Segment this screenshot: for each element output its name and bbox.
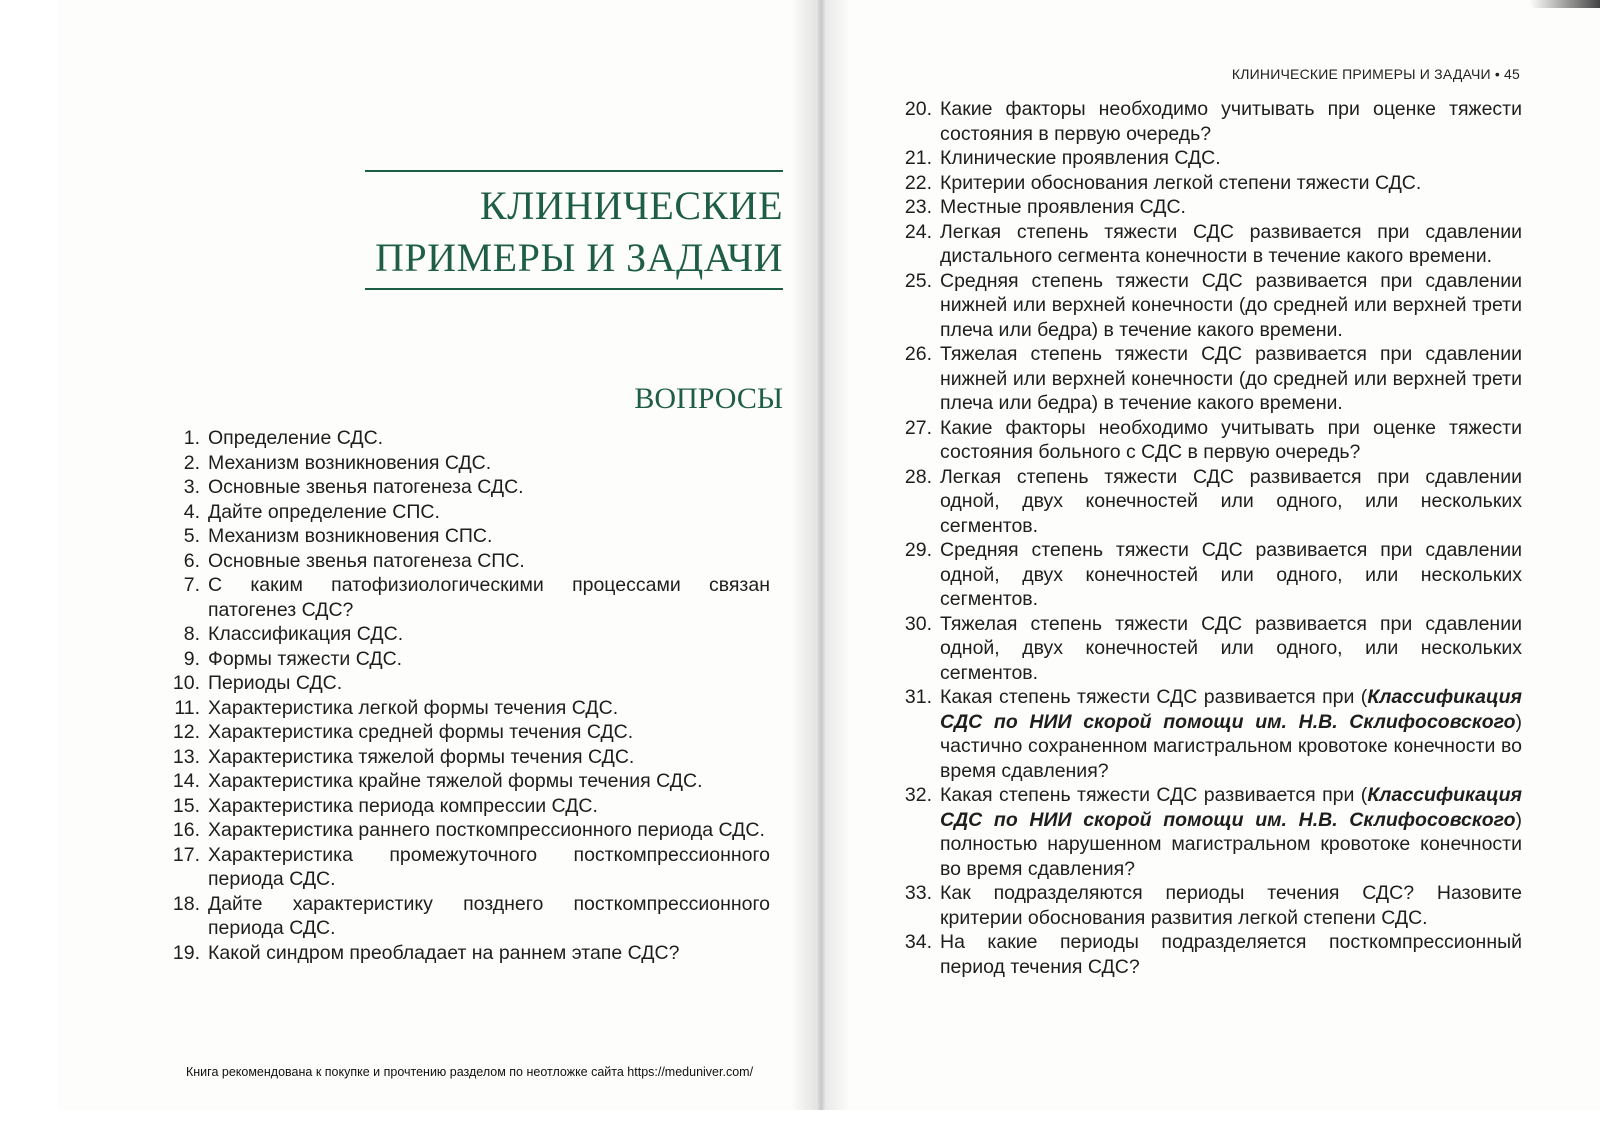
question-text: ) полностью нарушенном магистральном кровотоке конечности во время сдавления? bbox=[940, 808, 1522, 880]
question-item bbox=[170, 671, 770, 696]
question-number: 10. bbox=[172, 672, 200, 694]
question-number: 31. bbox=[904, 686, 932, 708]
question-text: Критерии обоснования легкой степени тяжести СДС. bbox=[940, 171, 1422, 194]
question-number: 18. bbox=[172, 892, 200, 915]
question-item bbox=[170, 745, 770, 770]
chapter-title-line-1: КЛИНИЧЕСКИЕ bbox=[479, 183, 783, 228]
question-number: 17. bbox=[172, 843, 200, 866]
scan-edge bbox=[1530, 0, 1600, 8]
question-number: 22. bbox=[904, 171, 932, 194]
question-item bbox=[902, 97, 1522, 146]
question-number: 33. bbox=[904, 882, 932, 904]
question-text: Как подразделяются периоды течения СДС? Назовите критерии обоснования развития легкой степени СДС. bbox=[940, 882, 1522, 929]
question-text: Определение СДС. bbox=[208, 427, 384, 449]
question-item bbox=[902, 146, 1522, 171]
question-number: 20. bbox=[904, 98, 932, 120]
question-number: 24. bbox=[904, 220, 932, 243]
question-number: 21. bbox=[904, 147, 932, 169]
question-text: Характеристика раннего посткомпрессионного периода СДС. bbox=[208, 819, 765, 841]
section-title: ВОПРОСЫ bbox=[634, 382, 783, 415]
question-text: Характеристика крайне тяжелой формы течения СДС. bbox=[208, 770, 703, 792]
question-item bbox=[170, 622, 770, 647]
question-item bbox=[902, 783, 1522, 881]
question-text: Дайте характеристику позднего посткомпрессионного периода СДС. bbox=[208, 892, 770, 939]
question-text: Характеристика промежуточного посткомпрессионного периода СДС. bbox=[208, 843, 770, 890]
question-item bbox=[170, 696, 770, 721]
question-item bbox=[902, 195, 1522, 220]
question-item bbox=[902, 342, 1522, 416]
question-number: 8. bbox=[183, 623, 200, 645]
question-text: На какие периоды подразделяется посткомпрессионный период течения СДС? bbox=[940, 931, 1522, 978]
question-text: Периоды СДС. bbox=[208, 672, 343, 694]
questions-list-right bbox=[902, 97, 1522, 979]
question-item bbox=[902, 930, 1522, 979]
question-item bbox=[902, 465, 1522, 539]
question-number: 5. bbox=[183, 525, 200, 547]
question-text: ) частично сохраненном магистральном кровотоке конечности во время сдавления? bbox=[940, 710, 1522, 782]
question-item bbox=[902, 220, 1522, 269]
question-item bbox=[170, 794, 770, 819]
question-number: 6. bbox=[183, 549, 200, 572]
question-item bbox=[170, 549, 770, 574]
question-item bbox=[170, 941, 770, 966]
question-number: 25. bbox=[904, 269, 932, 292]
question-item bbox=[170, 524, 770, 549]
question-item bbox=[902, 538, 1522, 612]
question-number: 14. bbox=[172, 770, 200, 792]
question-emphasis: Классификация СДС по НИИ скорой помощи им. Н.В. Склифосовского bbox=[940, 686, 1522, 733]
question-item bbox=[170, 451, 770, 476]
chapter-title bbox=[365, 170, 783, 290]
question-item bbox=[170, 892, 770, 941]
question-number: 1. bbox=[183, 427, 200, 449]
question-number: 11. bbox=[174, 696, 200, 719]
question-number: 30. bbox=[904, 612, 932, 635]
question-number: 28. bbox=[904, 465, 932, 488]
question-number: 9. bbox=[183, 647, 200, 670]
question-item bbox=[170, 426, 770, 451]
question-text: Характеристика легкой формы течения СДС. bbox=[208, 696, 619, 719]
question-number: 26. bbox=[904, 343, 932, 365]
question-item bbox=[170, 769, 770, 794]
question-text: Легкая степень тяжести СДС развивается при сдавлении дистального сегмента конечности в течение какого времени. bbox=[940, 220, 1522, 267]
question-item bbox=[902, 171, 1522, 196]
question-text: Какие факторы необходимо учитывать при оценке тяжести состояния больного с СДС в первую очередь? bbox=[940, 416, 1522, 463]
question-item bbox=[902, 685, 1522, 783]
question-number: 27. bbox=[904, 416, 932, 439]
question-text: Какая степень тяжести СДС развивается при ( bbox=[940, 784, 1368, 806]
question-text: Средняя степень тяжести СДС развивается при сдавлении одной, двух конечностей или одного, или нескольких сегментов. bbox=[940, 539, 1522, 610]
question-text: Какая степень тяжести СДС развивается при ( bbox=[940, 686, 1368, 708]
chapter-title-line-2: ПРИМЕРЫ И ЗАДАЧИ bbox=[375, 235, 783, 280]
question-text: Механизм возникновения СПС. bbox=[208, 525, 493, 547]
footer-note: Книга рекомендована к покупке и прочтению разделом по неотложке сайта https://meduniver.com/ bbox=[186, 1065, 754, 1079]
question-text: Местные проявления СДС. bbox=[940, 196, 1186, 218]
question-text: Механизм возникновения СДС. bbox=[208, 451, 492, 474]
question-text: Характеристика средней формы течения СДС. bbox=[208, 721, 634, 743]
question-text: Какие факторы необходимо учитывать при оценке тяжести состояния в первую очередь? bbox=[940, 98, 1522, 145]
question-number: 23. bbox=[904, 196, 932, 218]
questions-list-left bbox=[170, 426, 770, 965]
question-text: Какой синдром преобладает на раннем этапе СДС? bbox=[208, 941, 680, 964]
question-item bbox=[170, 843, 770, 892]
question-text: Характеристика периода компрессии СДС. bbox=[208, 794, 598, 817]
question-number: 12. bbox=[172, 721, 200, 743]
question-text: Основные звенья патогенеза СПС. bbox=[208, 549, 525, 572]
question-text: Клинические проявления СДС. bbox=[940, 147, 1221, 169]
question-item bbox=[902, 612, 1522, 686]
question-number: 29. bbox=[904, 539, 932, 561]
question-number: 34. bbox=[904, 931, 932, 953]
running-head: КЛИНИЧЕСКИЕ ПРИМЕРЫ И ЗАДАЧИ • 45 bbox=[1231, 66, 1520, 82]
question-number: 4. bbox=[183, 500, 200, 523]
question-text: Легкая степень тяжести СДС развивается при сдавлении одной, двух конечностей или одного, или нескольких сегментов. bbox=[940, 465, 1522, 537]
question-emphasis: Классификация СДС по НИИ скорой помощи им. Н.В. Склифосовского bbox=[940, 784, 1522, 831]
question-number: 2. bbox=[183, 451, 200, 474]
question-item bbox=[902, 269, 1522, 343]
question-text: Средняя степень тяжести СДС развивается при сдавлении нижней или верхней конечности (до средней или верхней трети плеча или бедра) в течение какого времени. bbox=[940, 269, 1522, 341]
question-item bbox=[170, 647, 770, 672]
question-text: Тяжелая степень тяжести СДС развивается при сдавлении нижней или верхней конечности (до средней или верхней трети плеча или бедра) в течение какого времени. bbox=[940, 343, 1522, 414]
question-item bbox=[902, 881, 1522, 930]
question-item bbox=[170, 818, 770, 843]
question-number: 15. bbox=[172, 794, 200, 817]
question-number: 19. bbox=[172, 941, 200, 964]
question-text: Тяжелая степень тяжести СДС развивается при сдавлении одной, двух конечностей или одного, или нескольких сегментов. bbox=[940, 612, 1522, 684]
question-number: 7. bbox=[183, 574, 200, 596]
question-text: Характеристика тяжелой формы течения СДС. bbox=[208, 745, 635, 768]
question-item bbox=[170, 500, 770, 525]
question-item bbox=[902, 416, 1522, 465]
question-item bbox=[170, 573, 770, 622]
question-item bbox=[170, 720, 770, 745]
question-text: Формы тяжести СДС. bbox=[208, 647, 403, 670]
question-text: Дайте определение СПС. bbox=[208, 500, 440, 523]
question-number: 13. bbox=[172, 745, 200, 768]
question-number: 3. bbox=[183, 476, 200, 498]
question-text: Классификация СДС. bbox=[208, 623, 404, 645]
question-number: 16. bbox=[172, 819, 200, 841]
question-text: Основные звенья патогенеза СДС. bbox=[208, 476, 524, 498]
question-number: 32. bbox=[904, 784, 932, 806]
question-text: С каким патофизиологическими процессами связан патогенез СДС? bbox=[208, 574, 770, 621]
question-item bbox=[170, 475, 770, 500]
